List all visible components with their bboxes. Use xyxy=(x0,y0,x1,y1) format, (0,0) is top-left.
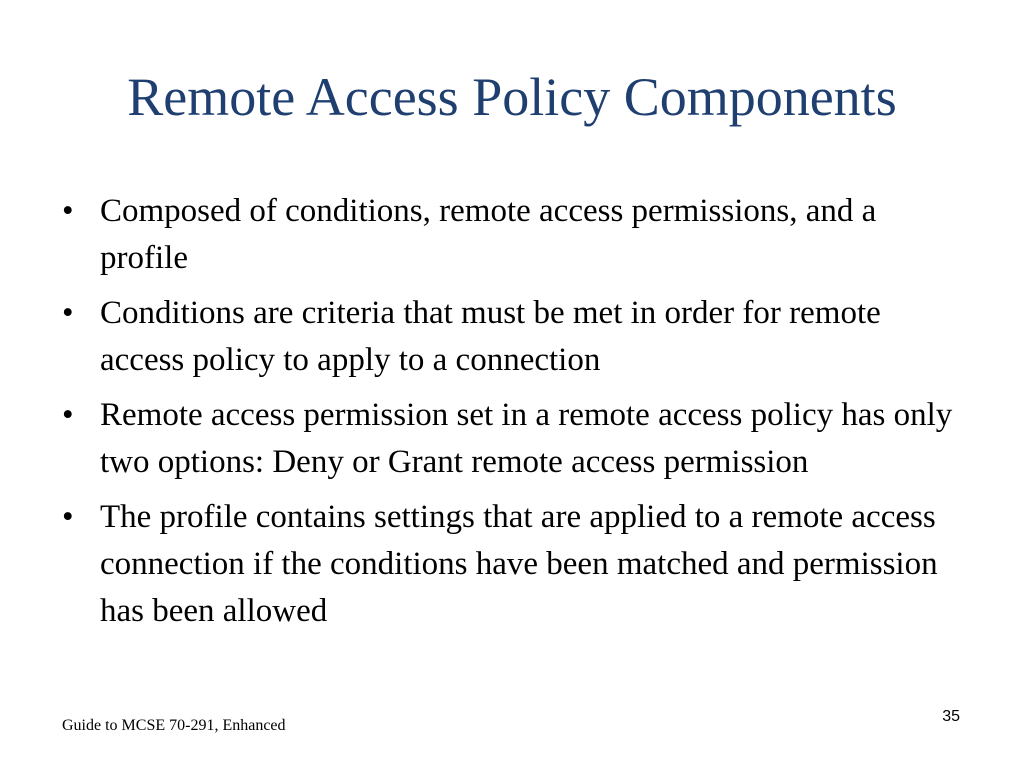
bullet-text: The profile contains settings that are applied to a remote access connection if the conditions have been matched and permission has been allowed xyxy=(100,499,938,629)
bullet-item xyxy=(62,494,962,635)
bullet-item xyxy=(62,290,962,384)
page-number: 35 xyxy=(942,708,960,725)
bullet-list xyxy=(62,188,962,643)
bullet-text: Remote access permission set in a remote access policy has only two options: Deny or Grant remote access permission xyxy=(100,397,953,480)
bullet-dot-icon: • xyxy=(62,397,74,433)
bullet-dot-icon: • xyxy=(62,295,74,331)
slide-title: Remote Access Policy Components xyxy=(127,67,897,127)
bullet-dot-icon: • xyxy=(62,193,74,229)
bullet-text: Conditions are criteria that must be met in order for remote access policy to apply to a connection xyxy=(100,295,881,378)
footer-text: Guide to MCSE 70-291, Enhanced xyxy=(62,717,286,734)
bullet-item xyxy=(62,392,962,486)
bullet-text: Composed of conditions, remote access permissions, and a profile xyxy=(100,193,877,276)
bullet-dot-icon: • xyxy=(62,499,74,535)
bullet-item xyxy=(62,188,962,282)
